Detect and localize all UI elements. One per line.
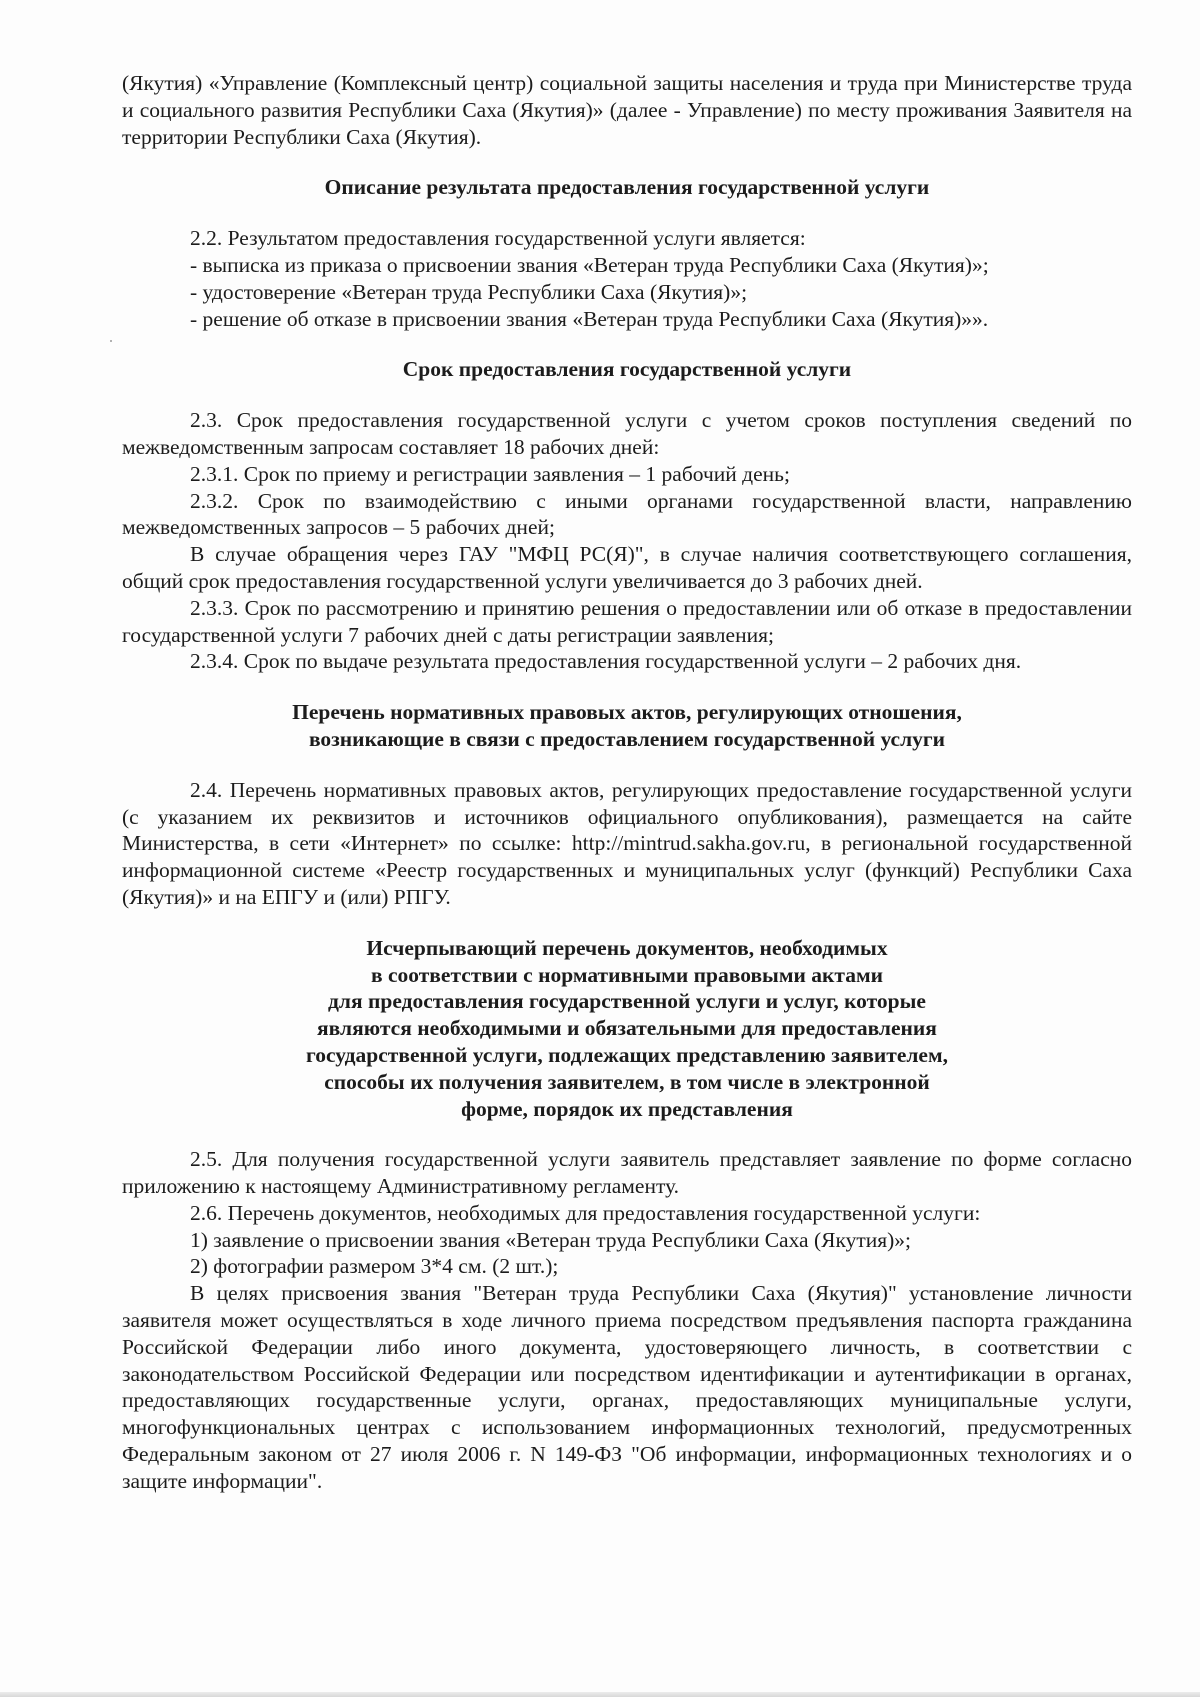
paragraph-2-3: 2.3. Срок предоставления государственной услуги с учетом сроков поступления сведений по межведомственным запросам составляет 18 рабочих дней: — [122, 408, 1132, 459]
heading-required-documents — [122, 935, 1132, 1123]
heading-line: Исчерпывающий перечень документов, необходимых — [366, 935, 888, 960]
heading-line: для предоставления государственной услуги и услуг, которые — [328, 989, 926, 1014]
heading-line: возникающие в связи с предоставлением государственной услуги — [308, 726, 946, 751]
paragraph-2-4: 2.4. Перечень нормативных правовых актов, регулирующих предоставление государственной услуги (с указанием их реквизитов и источников официального опубликования), размещается на сайте Министерства, в сети «Интернет» по ссылке: http://mintrud.sakha.gov.ru, в региональной государственной информационной системе «Реестр государственных и муниципальных услуг (функций) Республики Саха (Якутия)» и на ЕПГУ и (или) РПГУ. — [122, 777, 1132, 909]
paragraph-2-3-4: 2.3.4. Срок по выдаче результата предоставления государственной услуги – 2 рабочих дня. — [190, 649, 1022, 674]
required-documents-block — [122, 1146, 1132, 1494]
paragraph-2-6: 2.6. Перечень документов, необходимых для предоставления государственной услуги: — [190, 1200, 981, 1225]
heading-line: в соответствии с нормативными правовыми актами — [371, 962, 883, 987]
heading-legal-acts — [122, 699, 1132, 753]
heading-line: являются необходимыми и обязательными для предоставления — [317, 1016, 937, 1041]
scan-bottom-edge — [0, 1692, 1200, 1697]
legal-acts-block — [122, 777, 1132, 911]
service-term-block — [122, 407, 1132, 675]
result-item: - решение об отказе в присвоении звания «Ветеран труда Республики Саха (Якутия)»». — [190, 306, 989, 331]
heading-service-result: Описание результата предоставления государственной услуги — [324, 175, 930, 200]
document-item: 2) фотографии размером 3*4 см. (2 шт.); — [190, 1254, 559, 1279]
paragraph-2-5: 2.5. Для получения государственной услуги заявитель представляет заявление по форме согласно приложению к настоящему Административному регламенту. — [122, 1147, 1132, 1199]
result-item: - удостоверение «Ветеран труда Республики Саха (Якутия)»; — [190, 279, 748, 304]
result-item: - выписка из приказа о присвоении звания «Ветеран труда Республики Саха (Якутия)»; — [190, 252, 989, 277]
service-result-block — [122, 225, 1132, 332]
heading-service-term: Срок предоставления государственной услуги — [402, 357, 852, 382]
heading-line: способы их получения заявителем, в том числе в электронной — [324, 1069, 930, 1094]
document-body — [122, 70, 1132, 1495]
heading-line: Перечень нормативных правовых актов, регулирующих отношения, — [292, 700, 962, 725]
paragraph-2-2: 2.2. Результатом предоставления государственной услуги является: — [190, 226, 806, 251]
document-item: 1) заявление о присвоении звания «Ветеран труда Республики Саха (Якутия)»; — [190, 1227, 912, 1252]
paragraph-mfc-case: В случае обращения через ГАУ "МФЦ РС(Я)", в случае наличия соответствующего соглашения, общий срок предоставления государственной услуги увеличивается до 3 рабочих дней. — [122, 542, 1132, 593]
paragraph-2-3-1: 2.3.1. Срок по приему и регистрации заявления – 1 рабочий день; — [190, 461, 790, 486]
intro-paragraph: (Якутия) «Управление (Комплексный центр) социальной защиты населения и труда при Министерстве труда и социального развития Республики Саха (Якутия)» (далее - Управление) по месту проживания Заявителя на территории Республики Саха (Якутия). — [122, 71, 1132, 149]
scan-speck — [110, 340, 112, 342]
heading-line: государственной услуги, подлежащих представлению заявителем, — [306, 1042, 948, 1067]
paragraph-identity-verification: В целях присвоения звания "Ветеран труда Республики Саха (Якутия)" установление личности заявителя может осуществляться в ходе личного приема посредством предъявления паспорта гражданина Российской Федерации либо иного документа, удостоверяющего личность, в соответствии с законодательством Российской Федерации или посредством идентификации и аутентификации в органах, предоставляющих государственные услуги, органах, предоставляющих муниципальные услуги, многофункциональных центрах с использованием информационных технологий, предусмотренных Федеральным законом от 27 июля 2006 г. N 149-ФЗ "Об информации, информационных технологиях и о защите информации". — [122, 1281, 1132, 1493]
paragraph-2-3-2: 2.3.2. Срок по взаимодействию с иными органами государственной власти, направлению межведомственных запросов – 5 рабочих дней; — [122, 488, 1132, 540]
heading-line: форме, порядок их представления — [461, 1096, 793, 1121]
paragraph-2-3-3: 2.3.3. Срок по рассмотрению и принятию решения о предоставлении или об отказе в предоставлении государственной услуги 7 рабочих дней с даты регистрации заявления; — [122, 595, 1132, 647]
